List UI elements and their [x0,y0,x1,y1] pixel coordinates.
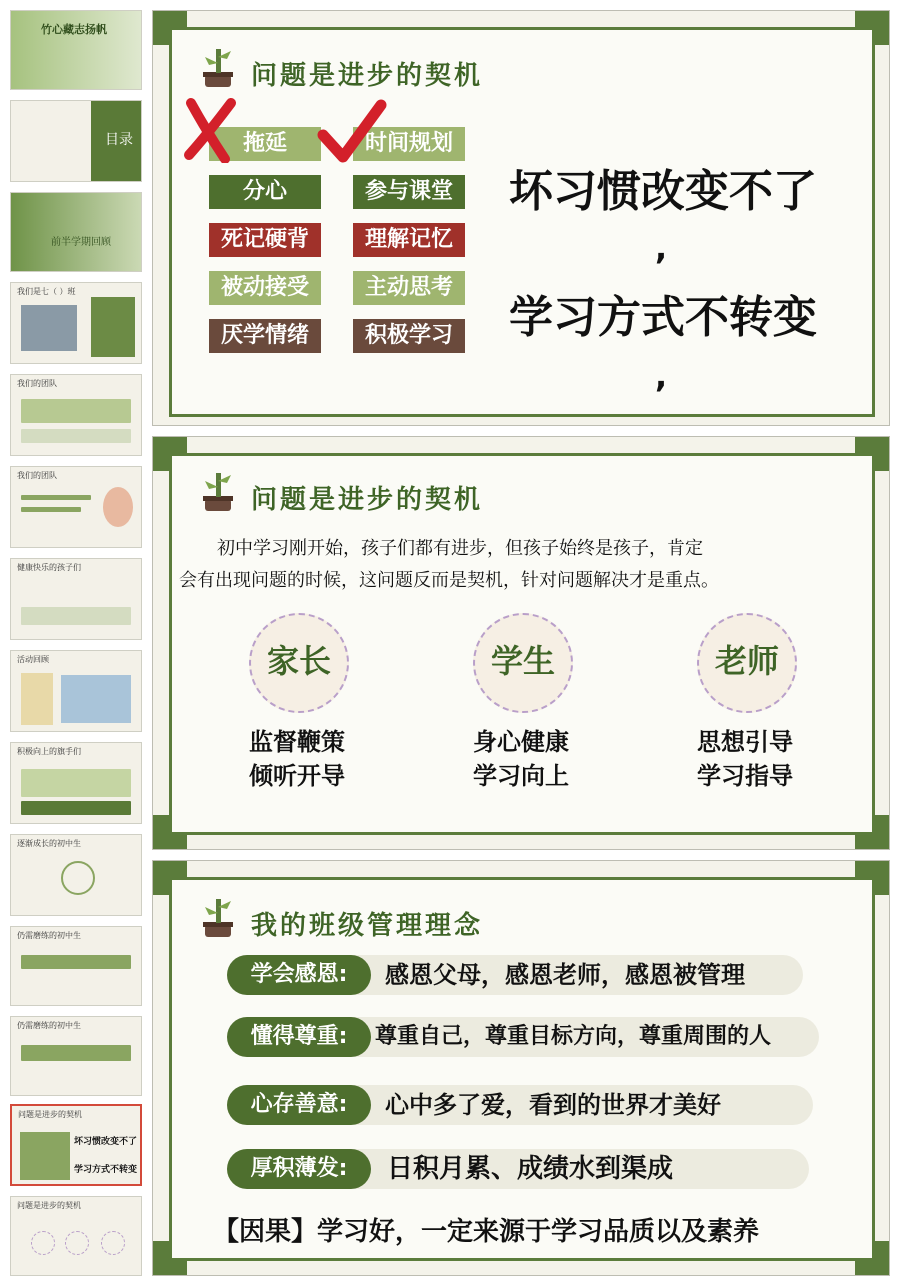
slide-thumbnail-14[interactable] [10,1196,142,1276]
principle-text: 日积月累、成绩水到渠成 [387,1154,674,1184]
thumbnail-caption: 目录 [105,132,133,148]
slide-problem-chance-2[interactable] [152,436,890,850]
thumbnail-caption: 问题是进步的契机 [18,1110,82,1119]
slide-thumbnail-5[interactable] [10,374,142,456]
role-duty: 学习指导 [697,762,793,790]
slide-thumbnail-9[interactable] [10,742,142,824]
principle-label: 厚积薄发: [227,1149,371,1189]
slide-title: 问题是进步的契机 [251,485,484,515]
thumbnail-caption: 仍需磨练的初中生 [17,931,81,940]
thumbnail-caption: 我们的团队 [17,471,57,480]
principle-row [227,955,803,995]
role-duty: 学习向上 [473,762,569,790]
bamboo-pot-icon [197,45,241,89]
slide-title: 问题是进步的契机 [251,61,484,91]
role-duty: 倾听开导 [249,762,345,790]
thumbnail-caption: 活动回顾 [17,655,49,664]
thumbnail-caption: 逐渐成长的初中生 [17,839,81,848]
right-item: 理解记忆 [353,223,465,257]
slide-problem-chance-1[interactable] [152,10,890,426]
principle-row [227,1149,809,1189]
right-item: 积极学习 [353,319,465,353]
thumbnail-caption: 问题是进步的契机 [17,1201,81,1210]
slide-thumbnail-1[interactable] [10,10,142,90]
role-badge-parent: 家长 [249,613,349,713]
thumbnail-caption: 前半学期回顾 [51,237,111,248]
thumbnail-caption: 积极向上的旗手们 [17,747,81,756]
wrong-item: 分心 [209,175,321,209]
principle-label: 心存善意: [227,1085,371,1125]
principle-label: 学会感恩: [227,955,371,995]
cross-icon [181,97,241,163]
principle-text: 感恩父母，感恩老师，感恩被管理 [385,961,745,989]
wrong-item: 拖延 [209,127,321,161]
slide-class-management[interactable] [152,860,890,1276]
statement-line: 坏习惯改变不了 [509,166,817,217]
right-item: 主动思考 [353,271,465,305]
bamboo-pot-icon [197,895,241,939]
principle-text: 尊重自己，尊重目标方向，尊重周围的人 [375,1024,772,1049]
thumbnail-caption: 竹心藏志扬帆 [41,23,107,36]
wrong-item: 厌学情绪 [209,319,321,353]
thumbnail-text: 坏习惯改变不了 [74,1137,138,1147]
role-duty: 思想引导 [697,728,793,756]
right-item: 时间规划 [353,127,465,161]
slide-thumbnail-13[interactable] [10,1104,142,1186]
slide-thumbnail-2[interactable] [10,100,142,182]
slide-thumbnail-4[interactable] [10,282,142,364]
role-badge-teacher: 老师 [697,613,797,713]
thumbnail-caption: 仍需磨练的初中生 [17,1021,81,1030]
wrong-item: 死记硬背 [209,223,321,257]
role-badge-student: 学生 [473,613,573,713]
slide-thumbnail-11[interactable] [10,926,142,1006]
statement-line: 学习方式不转变 [509,292,817,343]
slide-thumbnail-7[interactable] [10,558,142,640]
right-item: 参与课堂 [353,175,465,209]
slide-title: 我的班级管理理念 [251,911,484,941]
principle-row [227,1017,819,1057]
statement-line: , [655,229,668,267]
slide-thumbnail-6[interactable] [10,466,142,548]
thumbnail-caption: 我们是七（ ）班 [17,287,76,296]
slide-thumbnail-10[interactable] [10,834,142,916]
thumbnail-caption: 我们的团队 [17,379,57,388]
thumbnail-caption: 健康快乐的孩子们 [17,563,81,572]
principle-label: 懂得尊重: [227,1017,371,1057]
slide-thumbnail-8[interactable] [10,650,142,732]
role-duty: 身心健康 [473,728,569,756]
check-icon [317,97,387,167]
statement-line: , [655,357,668,395]
bamboo-pot-icon [197,469,241,513]
footer-statement: 【因果】学习好，一定来源于学习品质以及素养 [213,1217,760,1247]
role-duty: 监督鞭策 [249,728,345,756]
thumbnail-text: 学习方式不转变 [74,1165,138,1175]
slide-thumbnail-3[interactable] [10,192,142,272]
intro-paragraph-line: 会有出现问题的时候，这问题反而是契机，针对问题解决才是重点。 [179,570,719,591]
wrong-item: 被动接受 [209,271,321,305]
principle-row [227,1085,813,1125]
slide-thumbnail-12[interactable] [10,1016,142,1096]
intro-paragraph-line: 初中学习刚开始，孩子们都有进步，但孩子始终是孩子，肯定 [217,538,703,559]
principle-text: 心中多了爱，看到的世界才美好 [385,1091,721,1119]
